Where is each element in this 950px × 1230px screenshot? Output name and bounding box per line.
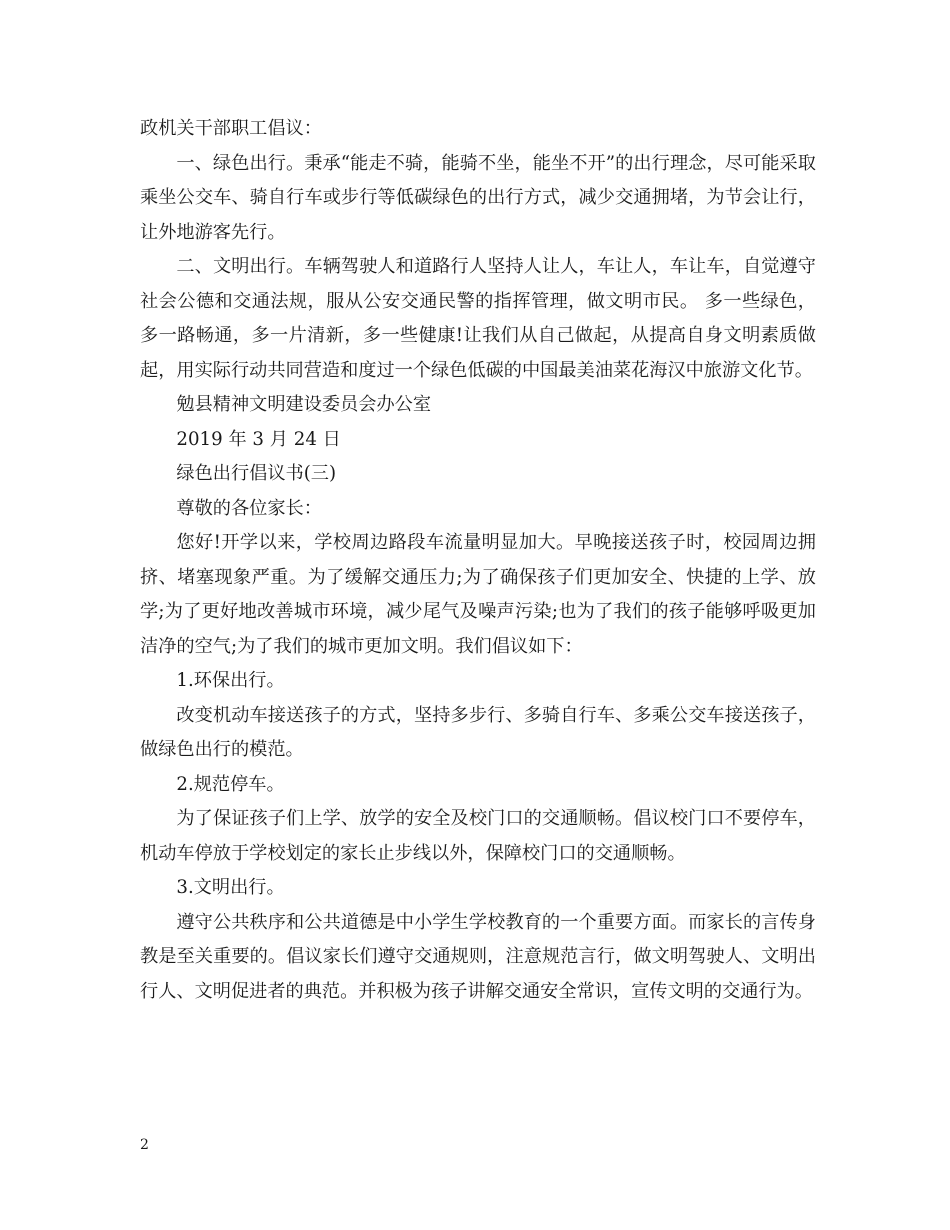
item-body-3: 遵守公共秩序和公共道德是中小学生学校教育的一个重要方面。而家长的言传身教是至关重要的。倡议家长们遵守交通规则，注意规范言行，做文明驾驶人、文明出行人、文明促进者的典范。并积极为孩子讲解交通安全常识，宣传文明的交通行为。: [140, 911, 816, 1002]
signature-date: 2019 年 3 月 24 日: [176, 428, 341, 450]
paragraph-introduction: 您好!开学以来，学校周边路段车流量明显加大。早晚接送孩子时，校园周边拥挤、堵塞现象严重。为了缓解交通压力;为了确保孩子们更加安全、快捷的上学、放学;为了更好地改善城市环境，减少尾气及噪声污染;也为了我们的孩子能够呼吸更加洁净的空气;为了我们的城市更加文明。我们倡议如下：: [140, 532, 816, 657]
paragraph-recipient-continuation: 政机关干部职工倡议：: [140, 118, 322, 139]
document-body: [140, 112, 816, 1009]
signature-office: 勉县精神文明建设委员会办公室: [176, 394, 432, 415]
item-body-1: 改变机动车接送孩子的方式，坚持多步行、多骑自行车、多乘公交车接送孩子，做绿色出行的模范。: [140, 704, 816, 760]
item-heading-1: 1.环保出行。: [176, 670, 285, 691]
item-heading-3: 3.文明出行。: [176, 877, 285, 898]
item-heading-2: 2.规范停车。: [176, 773, 285, 795]
salutation: 尊敬的各位家长：: [176, 497, 322, 519]
section-title: 绿色出行倡议书(三): [176, 463, 337, 484]
page-number: 2: [140, 1137, 149, 1153]
item-body-2: 为了保证孩子们上学、放学的安全及校门口的交通顺畅。倡议校门口不要停车，机动车停放于学校划定的家长止步线以外，保障校门口的交通顺畅。: [140, 808, 816, 864]
paragraph-green-travel: 一、绿色出行。秉承“能走不骑，能骑不坐，能坐不开”的出行理念，尽可能采取乘坐公交车、骑自行车或步行等低碳绿色的出行方式，减少交通拥堵，为节会让行，让外地游客先行。: [140, 152, 816, 243]
paragraph-civilized-travel: 二、文明出行。车辆驾驶人和道路行人坚持人让人，车让人，车让车，自觉遵守社会公德和交通法规，服从公安交通民警的指挥管理，做文明市民。 多一些绿色，多一路畅通，多一片清新，多一些健康!让我们从自己做起，从提高自身文明素质做起，用实际行动共同营造和度过一个绿色低碳的中国最美油菜花海汉中旅游文化节。: [140, 256, 816, 381]
